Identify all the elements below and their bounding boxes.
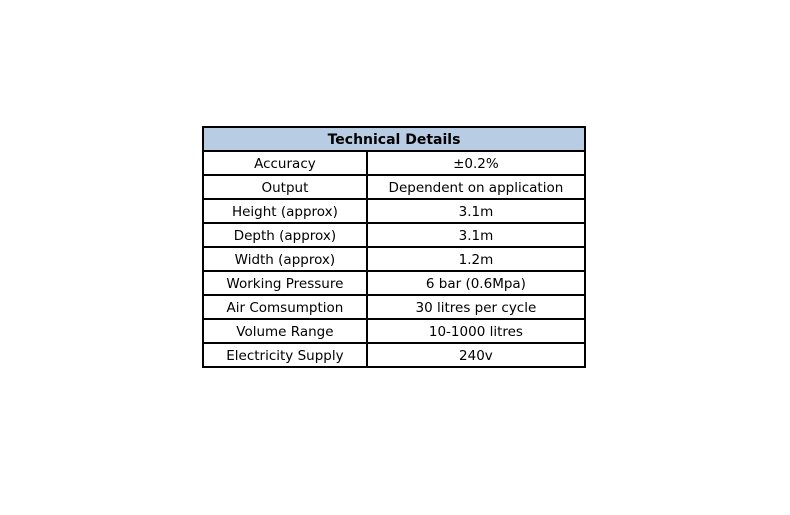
row-label: Accuracy <box>203 151 367 175</box>
table-row <box>203 247 585 271</box>
table-title: Technical Details <box>203 127 585 151</box>
table-row <box>203 223 585 247</box>
technical-details-table <box>202 126 586 368</box>
table-row <box>203 271 585 295</box>
row-value: 10-1000 litres <box>367 319 585 343</box>
table-row <box>203 319 585 343</box>
row-label: Volume Range <box>203 319 367 343</box>
row-label: Air Comsumption <box>203 295 367 319</box>
row-label: Working Pressure <box>203 271 367 295</box>
row-label: Width (approx) <box>203 247 367 271</box>
row-value: 6 bar (0.6Mpa) <box>367 271 585 295</box>
row-label: Output <box>203 175 367 199</box>
row-value: 240v <box>367 343 585 367</box>
row-value: 1.2m <box>367 247 585 271</box>
row-label: Depth (approx) <box>203 223 367 247</box>
row-value: 3.1m <box>367 199 585 223</box>
table-row <box>203 295 585 319</box>
row-value: 30 litres per cycle <box>367 295 585 319</box>
table-row <box>203 151 585 175</box>
row-label: Electricity Supply <box>203 343 367 367</box>
row-value: Dependent on application <box>367 175 585 199</box>
table-row <box>203 175 585 199</box>
row-value: ±0.2% <box>367 151 585 175</box>
row-label: Height (approx) <box>203 199 367 223</box>
table-row <box>203 199 585 223</box>
table-header-row <box>203 127 585 151</box>
row-value: 3.1m <box>367 223 585 247</box>
table-row <box>203 343 585 367</box>
